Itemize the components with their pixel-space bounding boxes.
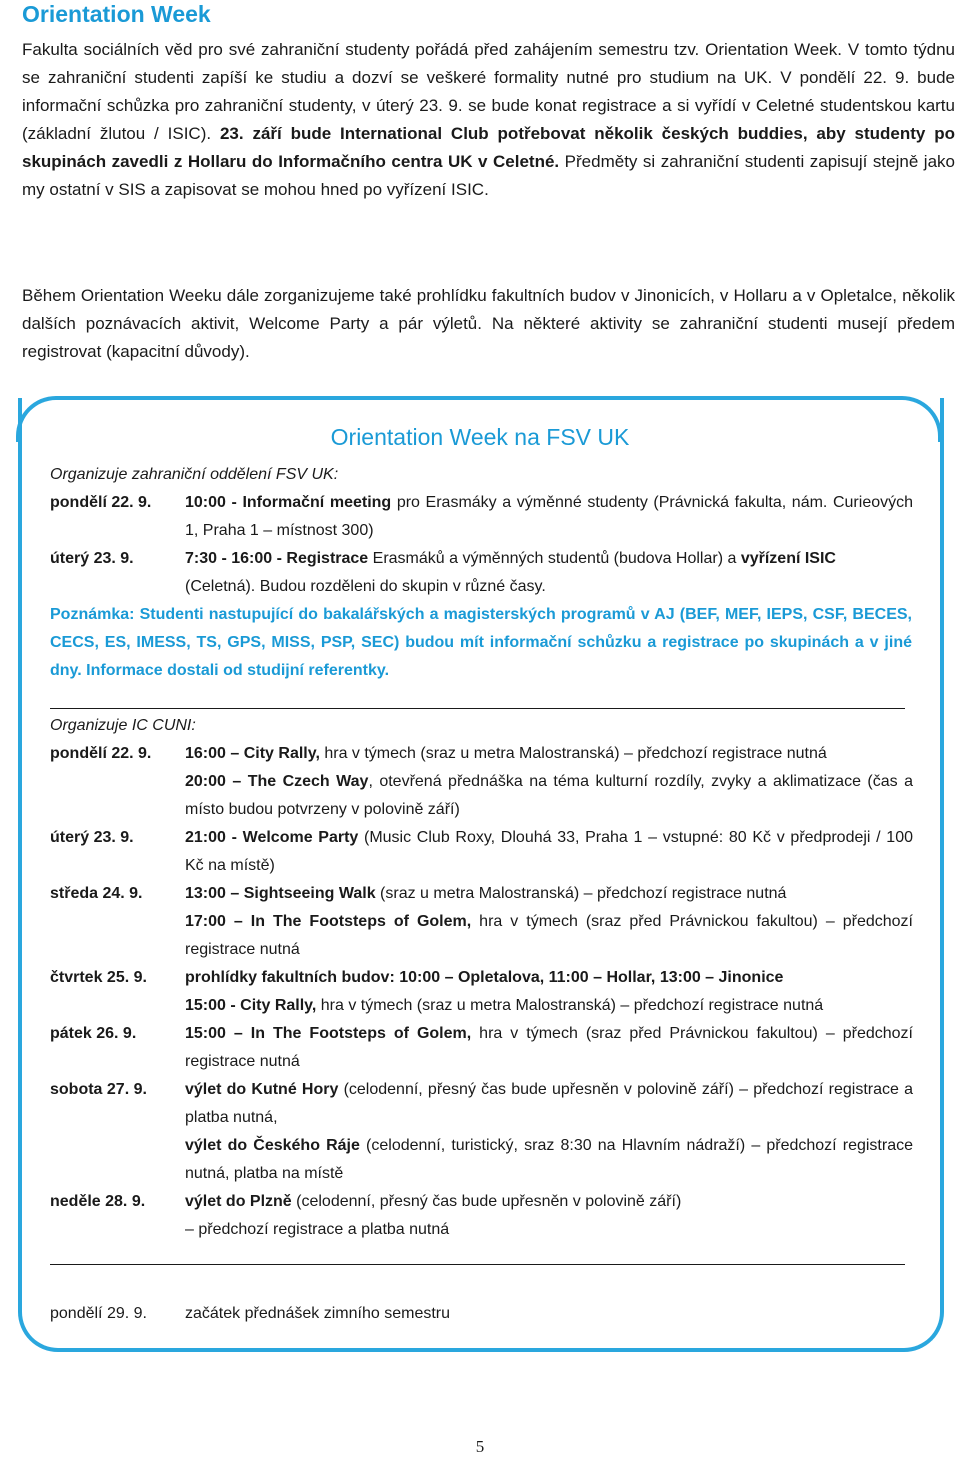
divider xyxy=(50,1264,905,1265)
event-text: prohlídky fakultních budov: 10:00 – Opletalova, 11:00 – Hollar, 13:00 – Jinonice xyxy=(185,969,784,986)
event-text: 20:00 – The Czech Way, otevřená přednáška na téma kulturní rozdíly, zvyky a aklimatizace (čas a místo budou potvrzeny v polovině září) xyxy=(185,773,913,818)
schedule-title: Orientation Week na FSV UK xyxy=(330,424,630,450)
event-text: 15:00 – In The Footsteps of Golem, hra v týmech (sraz před Právnickou fakultou) – předchozí registrace nutná xyxy=(185,1025,914,1070)
event-text: 16:00 – City Rally, hra v týmech (sraz u metra Malostranská) – předchozí registrace nutná xyxy=(185,745,827,762)
event-text: 7:30 - 16:00 - Registrace Erasmáků a výměnných studentů (budova Hollar) a vyřízení ISIC (Celetná). Budou rozděleni do skupin v různé časy. xyxy=(185,550,836,595)
day-label: pondělí 29. 9. xyxy=(50,1305,147,1322)
day-label: neděle 28. 9. xyxy=(50,1193,146,1210)
event-text: 10:00 - Informační meeting pro Erasmáky a výměnné studenty (Právnická fakulta, nám. Curieových 1, Praha 1 – místnost 300) xyxy=(185,494,914,539)
day-label: pátek 26. 9. xyxy=(50,1025,137,1042)
program-note: Poznámka: Studenti nastupující do bakalářských a magisterských programů v AJ (BEF, MEF, IEPS, CSF, BECES, CECS, ES, IMESS, TS, GPS, MISS, PSP, SEC) budou mít informační schůzku a registrace po skupinách a v jiné dny. Informace dostali od studijní referentky. xyxy=(50,606,912,679)
activities-paragraph: Během Orientation Weeku dále zorganizujeme také prohlídku fakultních budov v Jinonicích, v Hollaru a v Opletalce, několik dalších poznávacích aktivit, Welcome Party a pár výletů. Na některé aktivity se zahraniční studenti musejí předem registrovat (kapacitní důvody). xyxy=(22,286,955,361)
event-text: začátek přednášek zimního semestru xyxy=(185,1305,451,1322)
event-text: 21:00 - Welcome Party (Music Club Roxy, Dlouhá 33, Praha 1 – vstupné: 80 Kč v předprodeji / 100 Kč na místě) xyxy=(185,829,914,874)
intro-paragraph: Fakulta sociálních věd pro své zahraniční studenty pořádá před zahájením semestru tzv. Orientation Week. V tomto týdnu se zahraniční studenti zapíší ke studiu a dozví se veškeré formality nutné pro studium na UK. V pondělí 22. 9. bude informační schůzka pro zahraniční studenty, v úterý 23. 9. se bude konat registrace a si vyřídí v Celetné studentskou kartu (základní žlutou / ISIC). 23. září bude International Club potřebovat několik českých buddies, aby studenty po skupinách zavedli z Hollaru do Informačního centra UK v Celetné. Předměty si zahraniční studenti zapisují stejně jako my ostatní v SIS a zapisovat se mohou hned po vyřízení ISIC. xyxy=(22,40,956,199)
page-number: 5 xyxy=(475,1437,485,1456)
event-text: výlet do Českého Ráje (celodenní, turistický, sraz 8:30 na Hlavním nádraží) – předchozí registrace nutná, platba na místě xyxy=(185,1137,913,1182)
day-label: úterý 23. 9. xyxy=(50,550,134,567)
day-label: sobota 27. 9. xyxy=(50,1081,147,1098)
day-label: pondělí 22. 9. xyxy=(50,745,152,762)
day-label: pondělí 22. 9. xyxy=(50,494,152,511)
day-label: čtvrtek 25. 9. xyxy=(50,969,147,986)
organizer-fsv: Organizuje zahraniční oddělení FSV UK: xyxy=(50,466,339,483)
event-text: 13:00 – Sightseeing Walk (sraz u metra Malostranská) – předchozí registrace nutná xyxy=(185,885,787,902)
day-label: středa 24. 9. xyxy=(50,885,143,902)
event-text: výlet do Kutné Hory (celodenní, přesný čas bude upřesněn v polovině září) – předchozí registrace a platba nutná, xyxy=(185,1081,913,1126)
event-text: 17:00 – In The Footsteps of Golem, hra v týmech (sraz před Právnickou fakultou) – předchozí registrace nutná xyxy=(185,913,914,958)
buddies-highlight: 23. září bude International Club potřebovat několik českých buddies, aby studenty po skupinách zavedli z Hollaru do Informačního centra UK v Celetné. xyxy=(22,124,956,171)
organizer-ic: Organizuje IC CUNI: xyxy=(50,717,196,734)
event-text: 15:00 - City Rally, hra v týmech (sraz u metra Malostranská) – předchozí registrace nutná xyxy=(185,997,824,1014)
divider xyxy=(50,708,905,709)
day-label: úterý 23. 9. xyxy=(50,829,134,846)
page-title: Orientation Week xyxy=(22,1,211,27)
event-text: výlet do Plzně (celodenní, přesný čas bude upřesněn v polovině září) – předchozí registrace a platba nutná xyxy=(185,1193,682,1238)
